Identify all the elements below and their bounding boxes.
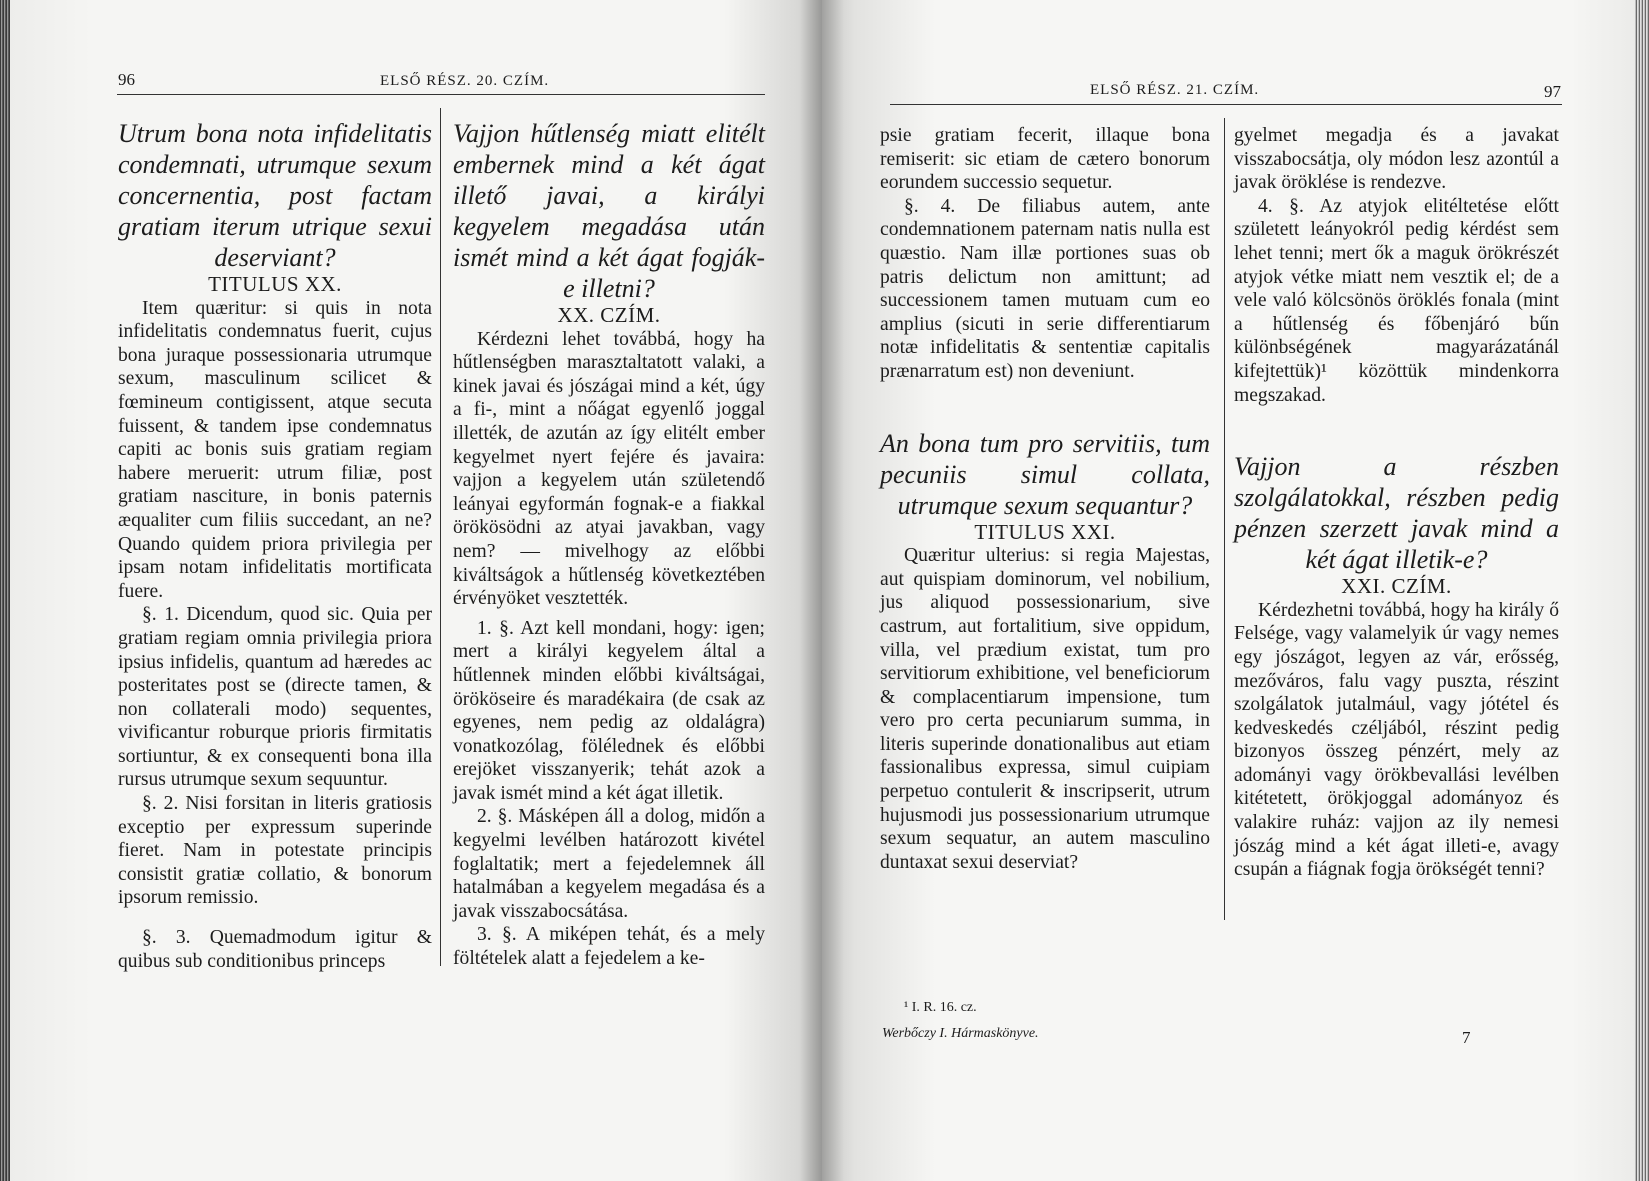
right-hungarian-column — [1234, 124, 1559, 882]
left-column-divider — [440, 108, 441, 966]
left-running-head: ELSŐ RÉSZ. 20. CZÍM. — [380, 73, 550, 89]
latin-question-21: An bona tum pro servitiis, tum pecuniis simul collata, utrumque sexum sequantur? — [880, 428, 1210, 520]
latin-title-21: TITULUS XXI. — [974, 519, 1116, 544]
hungarian-paragraph: gyelmet megadja és a javakat visszabocsátja, oly módon lesz azontúl a javak öröklése is rendezve. — [1234, 125, 1559, 194]
right-column-divider — [1224, 118, 1225, 920]
right-latin-column — [880, 124, 1210, 874]
latin-paragraph: §. 4. De filiabus autem, ante condemnationem paternam natis nulla est quæstio. Nam illæ portiones suas ob patris delictum non amittunt; ad successionem tamen mutuam cum eo amplius (sicuti in serie differentiarum notæ infidelitatis & sententiæ capitalis prænarratum est) non deveniunt. — [880, 195, 1210, 382]
hungarian-paragraph: 2. §. Másképen áll a dolog, midőn a kegyelmi levélben határozott kivétel foglaltatik; mert a fejedelemnek áll hatalmában a kegyelem megadása és a javak visszabocsátása. — [453, 806, 765, 922]
left-latin-column — [118, 118, 432, 973]
left-page-number: 96 — [118, 70, 135, 89]
right-page-edges — [1635, 0, 1649, 1181]
left-page — [10, 0, 822, 1181]
hungarian-paragraph: 4. §. Az atyjok elitéltetése előtt született leányokról pedig kérdést sem lehet tenni; mert ők a maguk örökrészét atyjok vétke miatt nem vesztik el; de a vele való kölcsönös öröklés fonala (mint a hűtlenség és főbenjáró bűn különbségének magyarázatánál kifejtettük)¹ közöttük mindenkorra megszakad. — [1234, 195, 1559, 406]
signature-mark: Werbőczy I. Hármaskönyve. — [882, 1026, 1039, 1041]
hungarian-paragraph: Kérdezhetni továbbá, hogy ha király ő Felsége, vagy valamelyik úr vagy nemes egy jószágot, legyen az vár, erősség, mezőváros, falu vagy puszta, részint szolgálatok jutalmául, vagy jótétel és kedveskedés czéljából, részint pedig bizonyos összeg pénzért, mely az adományi vagy örökbevallási levélben kitétetett, örökjoggal adományoz és valakire ruház: vajjon az ily nemesi jószág mind a két ágat illeti-e, avagy csupán a fiágnak fogja örökségét tenni? — [1234, 599, 1559, 881]
signature-number: 7 — [1462, 1028, 1471, 1047]
hungarian-paragraph: 3. §. A miképen tehát, és a mely föltételek alatt a fejedelem a ke- — [453, 924, 765, 970]
left-hungarian-column — [453, 118, 765, 971]
hungarian-question-20: Vajjon hűtlenség miatt elitélt embernek mind a két ágat illető javai, a királyi kegyelem megadása után ismét mind a két ágat fogják-e illetni? — [453, 119, 765, 303]
left-page-edges — [0, 0, 10, 1181]
left-header-rule — [117, 94, 765, 95]
right-page — [822, 0, 1635, 1181]
footnote: ¹ I. R. 16. cz. — [904, 1000, 977, 1015]
right-page-number: 97 — [1544, 82, 1561, 101]
right-running-head: ELSŐ RÉSZ. 21. CZÍM. — [1090, 82, 1260, 98]
hungarian-question-21: Vajjon a részben szolgálatokkal, részben pedig pénzen szerzett javak mind a két ágat illetik-e? — [1234, 452, 1559, 575]
hungarian-title-21: XXI. CZÍM. — [1341, 574, 1452, 599]
latin-paragraph: psie gratiam fecerit, illaque bona remiserit: sic etiam de cætero bonorum eorundem successio sequetur. — [880, 125, 1210, 194]
hungarian-paragraph: Kérdezni lehet továbbá, hogy ha hűtlenségben marasztaltatott valaki, a kinek javai és jószágai mind a két, úgy a fi-, mint a nőágat egyenlő joggal illették, de azután az így elitélt ember kegyelmet nyert fejére és javaira: vajjon a kegyelem után születendő leányai egyformán fognak-e a fiakkal örökösödni az atyai javakban, vagy nem? — mivelhogy az előbbi kiváltságok a hűtlenség következtében érvényöket vesztették. — [453, 328, 765, 610]
hungarian-title-20: XX. CZÍM. — [557, 303, 661, 327]
latin-paragraph: Item quæritur: si quis in nota infidelitatis condemnatus fuerit, cujus bona juraque possessionaria utrumque sexum, masculinum scilicet & fœmineum contigissent, atque secuta fuissent, & tandem ipse condemnatus capiti ac bonis suis gratiam regiam habere meruerit: utrum filiæ, post gratiam nasciture, in bonis paternis æqualiter cum filiis succedant, an ne? Quando quidem priora privilegia per ipsam notam infidelitatis mortificata fuere. — [118, 297, 432, 602]
latin-paragraph: Quæritur ulterius: si regia Majestas, aut quispiam dominorum, vel nobilium, jus aliquod possessionarium, sive castrum, aut fortalitium, sive oppidum, villa, vel prædium existat, tum pro servitiorum exhibitione, vel beneficiorum & complacentiarum impensione, tum vero pro certa pecuniarum summa, in literis superinde donationalibus aut etiam fassionalibus expressa, simul cuipiam perpetuo contulerit & inscripserit, utrum hujusmodi jus possessionarium utrumque sexum sequatur, an autem masculino duntaxat sexui deserviat? — [880, 545, 1210, 873]
latin-title-20: TITULUS XX. — [208, 272, 342, 296]
latin-paragraph: §. 3. Quemadmodum igitur & quibus sub conditionibus princeps — [118, 927, 432, 972]
latin-paragraph: §. 2. Nisi forsitan in literis gratiosis exceptio per expressum superinde fieret. Nam in potestate principis consistit gratiæ collatio, & bonorum ipsorum remissio. — [118, 793, 432, 909]
hungarian-paragraph: 1. §. Azt kell mondani, hogy: igen; mert a királyi kegyelem által a hűtlennek minden előbbi kiváltságai, örököseire és maradékaira (de csak az egyenes, nem pedig az oldalágra) vonatkozólag, fölélednek és előbbi erejöket visszanyerik; tehát azok a javak ismét mind a két ágat illetik. — [453, 617, 765, 804]
right-header-rule — [890, 104, 1562, 105]
latin-question-20: Utrum bona nota infidelitatis condemnati, utrumque sexum concernentia, post factam gratiam iterum utrique sexui deserviant? — [118, 119, 432, 272]
latin-paragraph: §. 1. Dicendum, quod sic. Quia per gratiam regiam omnia privilegia priora ipsius infidelis, quantum ad hæredes ac posteritates post se (directe tamen, & non collaterali modo) sequentes, vivificantur roburque prioris firmitatis sortiuntur, & ex consequenti bona illa rursus utrumque sexum sequuntur. — [118, 604, 432, 791]
